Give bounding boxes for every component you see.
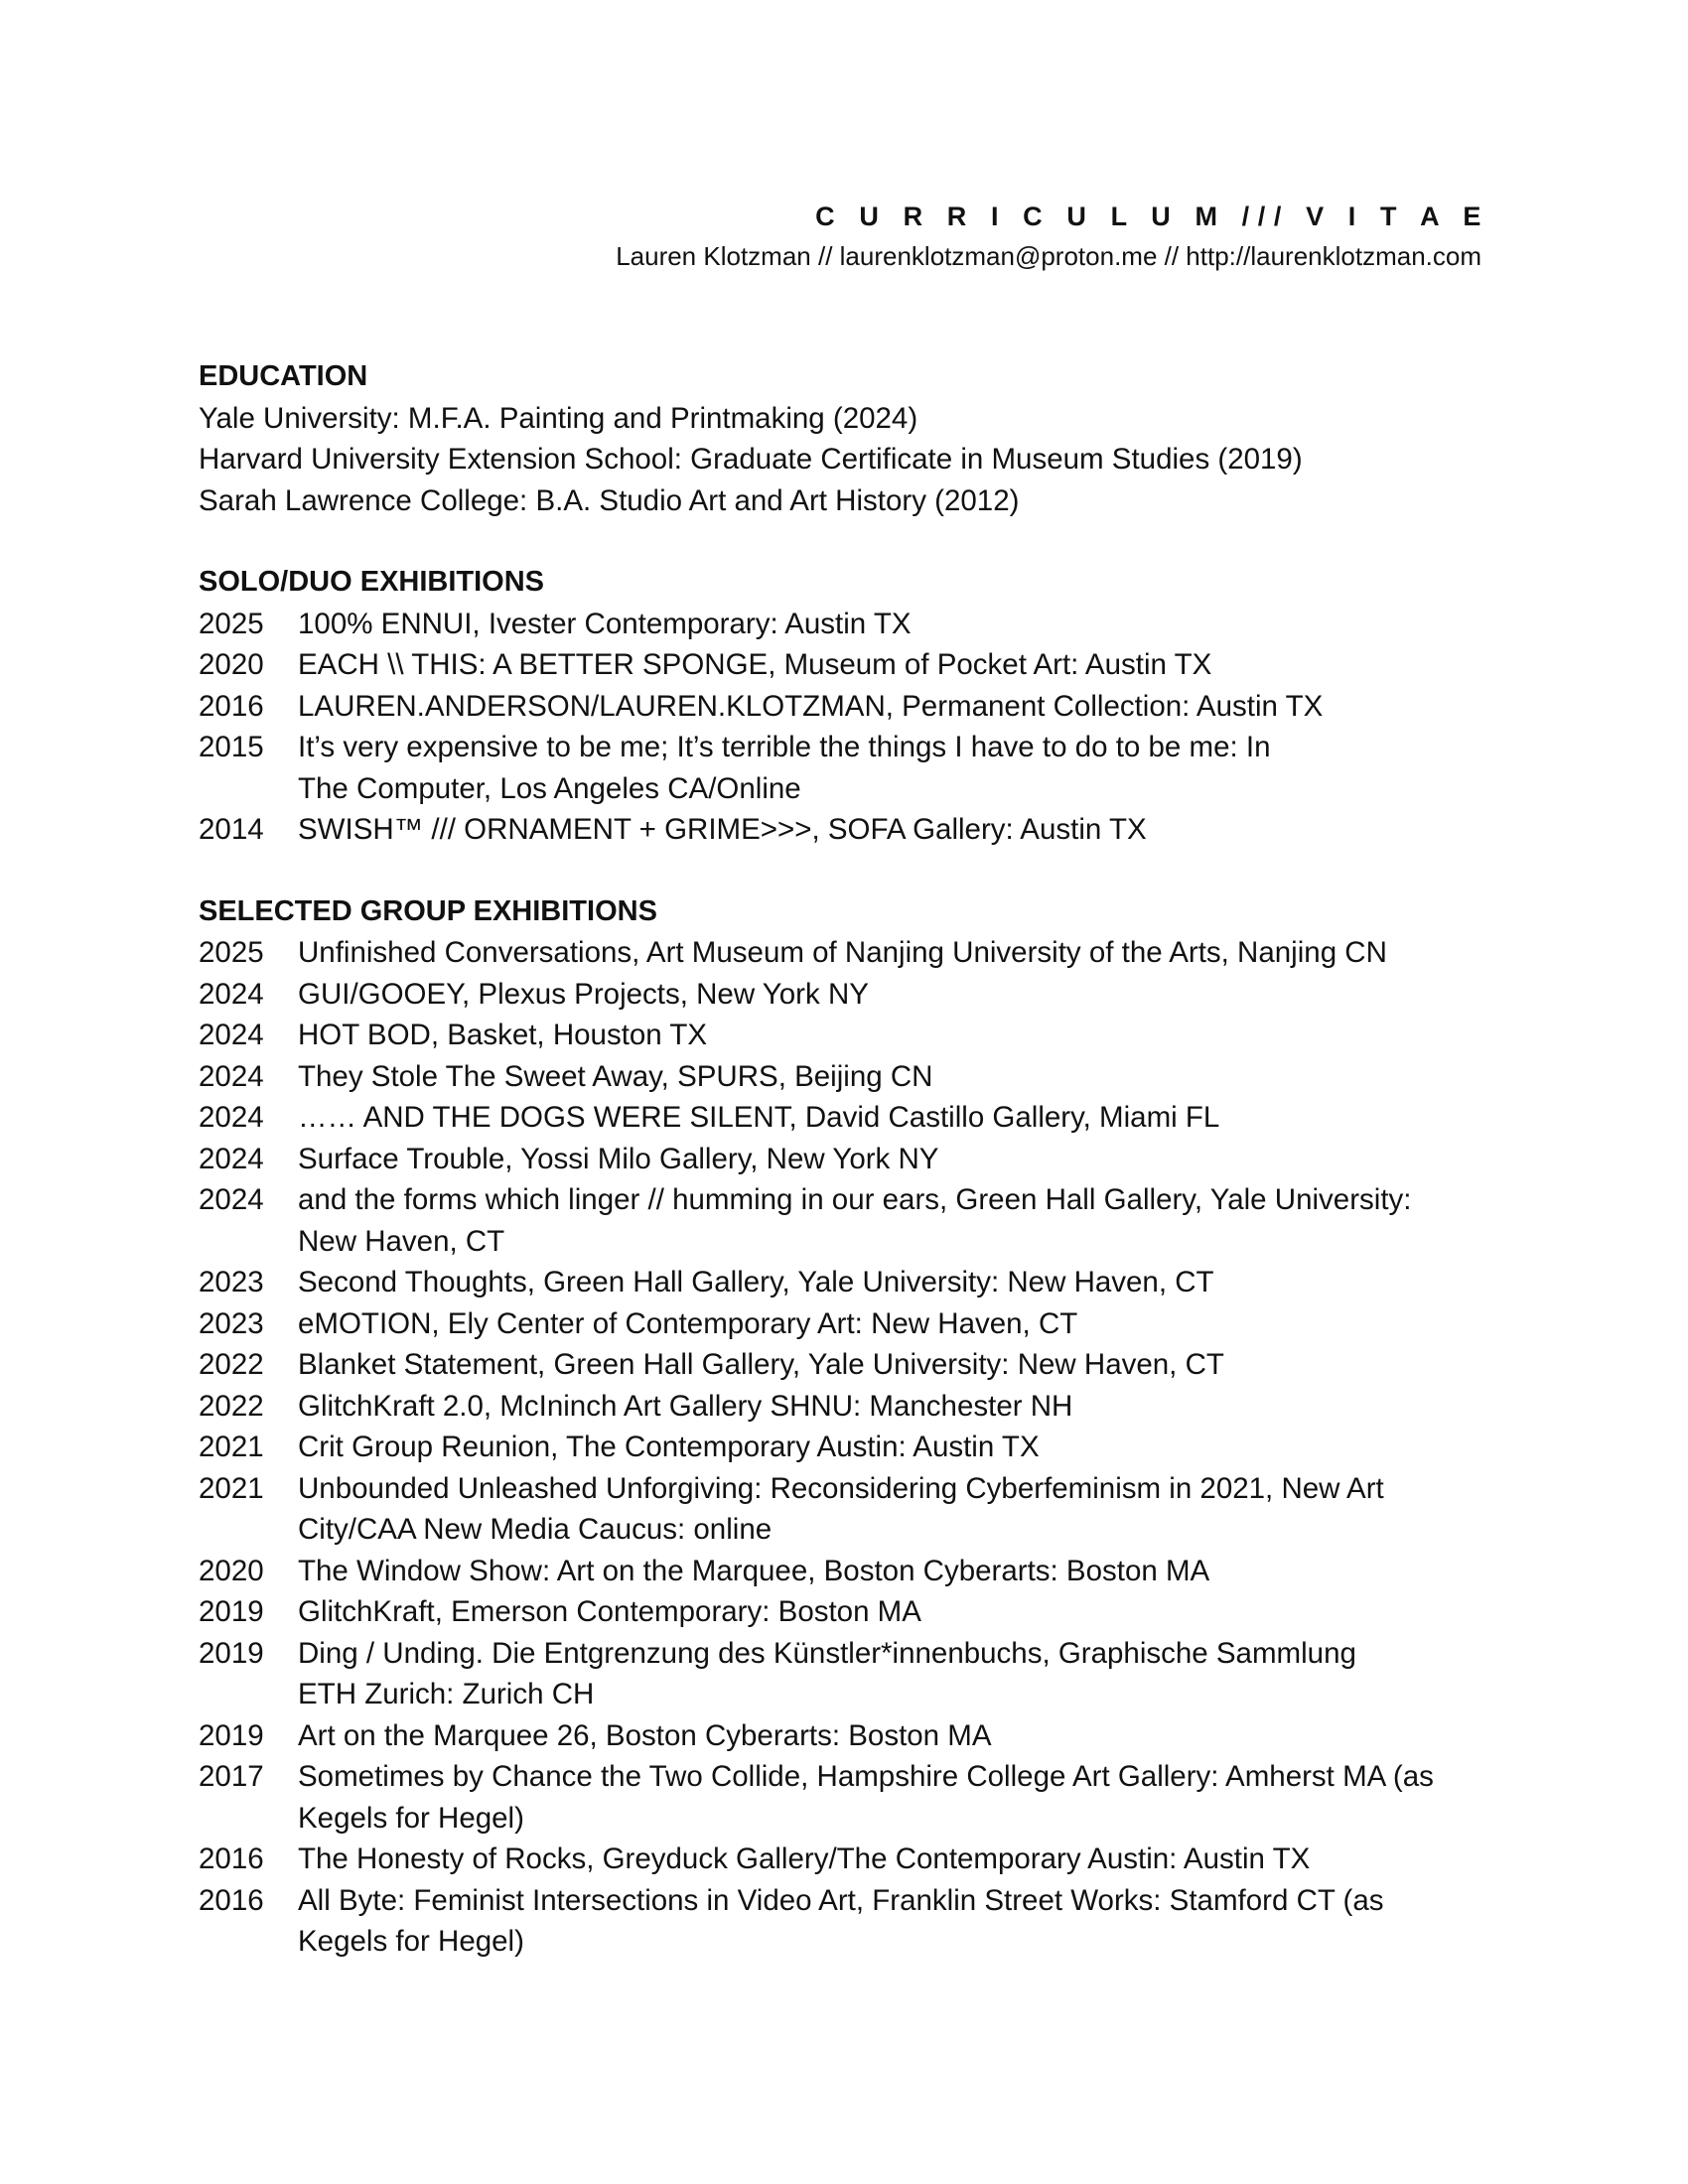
entry-text: They Stole The Sweet Away, SPURS, Beijing CN [298,1059,933,1093]
exhibition-entry [199,1880,1509,1963]
exhibition-entry [199,686,1509,728]
education-item: Harvard University Extension School: Graduate Certificate in Museum Studies (2019) [199,443,1303,476]
exhibition-entry [199,1097,1509,1139]
entry-text: Blanket Statement, Green Hall Gallery, Yale University: New Haven, CT [298,1348,1224,1381]
education-item: Yale University: M.F.A. Painting and Printmaking (2024) [199,401,918,435]
entry-year: 2024 [199,1019,264,1051]
exhibition-entry [199,644,1509,686]
cv-body [199,356,1509,2003]
entry-year: 2016 [199,1883,264,1917]
entry-text: It’s very expensive to be me; It’s terrible the things I have to do to be me: In The Computer, Los Angeles CA/Online [298,731,1271,805]
entry-year: 2025 [199,936,264,969]
entry-year: 2022 [199,1348,264,1381]
entry-year: 2016 [199,689,264,723]
entry-text: and the forms which linger // humming in our ears, Green Hall Gallery, Yale University: New Haven, CT [298,1183,1412,1258]
entry-year: 2024 [199,1142,264,1175]
cv-title: C U R R I C U L U M /// V I T A E [815,202,1489,231]
exhibition-entry [199,1839,1509,1880]
exhibition-entry [199,932,1509,974]
entry-text: Second Thoughts, Green Hall Gallery, Yale University: New Haven, CT [298,1266,1214,1298]
entry-year: 2025 [199,607,264,640]
entry-text: LAUREN.ANDERSON/LAUREN.KLOTZMAN, Permanent Collection: Austin TX [298,689,1324,723]
exhibition-entry [199,604,1509,645]
entry-year: 2024 [199,1101,264,1134]
entry-year: 2014 [199,813,264,846]
entry-year: 2021 [199,1471,264,1505]
entry-year: 2023 [199,1306,264,1340]
entry-text: Art on the Marquee 26, Boston Cyberarts: Boston MA [298,1718,992,1752]
contact-line: Lauren Klotzman // laurenklotzman@proton.me // http://laurenklotzman.com [616,241,1481,271]
exhibition-entry [199,1386,1509,1428]
entry-text: Unbounded Unleashed Unforgiving: Reconsidering Cyberfeminism in 2021, New Art City/CAA New Media Caucus: online [298,1471,1384,1546]
entry-year: 2020 [199,648,264,681]
exhibition-entry [199,1303,1509,1345]
exhibition-entry [199,1056,1509,1098]
entry-text: 100% ENNUI, Ivester Contemporary: Austin TX [298,607,912,640]
entry-text: GUI/GOOEY, Plexus Projects, New York NY [298,977,869,1011]
exhibition-entry [199,1015,1509,1056]
exhibition-entry [199,1468,1509,1551]
entry-text: eMOTION, Ely Center of Contemporary Art: New Haven, CT [298,1306,1078,1340]
entry-text: EACH \\ THIS: A BETTER SPONGE, Museum of Pocket Art: Austin TX [298,648,1212,681]
entry-text: Sometimes by Chance the Two Collide, Hampshire College Art Gallery: Amherst MA (as Kegels for Hegel) [298,1760,1434,1835]
exhibition-entry [199,974,1509,1016]
solo-exhibitions-section [199,562,1509,851]
exhibition-entry [199,1756,1509,1839]
education-item: Sarah Lawrence College: B.A. Studio Art and Art History (2012) [199,483,1020,517]
exhibition-entry [199,1139,1509,1180]
entry-year: 2024 [199,1183,264,1216]
entry-year: 2020 [199,1554,264,1587]
section-title-education: EDUCATION [199,360,368,392]
exhibition-entry [199,1633,1509,1715]
entry-text: The Honesty of Rocks, Greyduck Gallery/The Contemporary Austin: Austin TX [298,1843,1311,1875]
entry-text: All Byte: Feminist Intersections in Video Art, Franklin Street Works: Stamford CT (as Kegels for Hegel) [298,1883,1384,1958]
entry-year: 2019 [199,1595,264,1628]
entry-text: The Window Show: Art on the Marquee, Boston Cyberarts: Boston MA [298,1554,1210,1587]
exhibition-entry [199,1551,1509,1592]
entry-text: …… AND THE DOGS WERE SILENT, David Castillo Gallery, Miami FL [298,1101,1220,1134]
entry-text: Unfinished Conversations, Art Museum of Nanjing University of the Arts, Nanjing CN [298,936,1387,969]
section-title-solo: SOLO/DUO EXHIBITIONS [199,566,545,598]
entry-year: 2019 [199,1636,264,1670]
exhibition-entry [199,809,1509,851]
entry-text: HOT BOD, Basket, Houston TX [298,1019,708,1051]
exhibition-entry [199,727,1509,809]
exhibition-entry [199,1715,1509,1757]
entry-year: 2023 [199,1266,264,1298]
entry-year: 2017 [199,1760,264,1793]
entry-year: 2024 [199,1059,264,1093]
section-title-group: SELECTED GROUP EXHIBITIONS [199,894,657,927]
entry-year: 2016 [199,1843,264,1875]
education-section [199,356,1509,521]
exhibition-entry [199,1179,1509,1262]
entry-year: 2015 [199,731,264,763]
exhibition-entry [199,1427,1509,1468]
entry-text: GlitchKraft 2.0, McIninch Art Gallery SHNU: Manchester NH [298,1389,1073,1423]
exhibition-entry [199,1591,1509,1633]
exhibition-entry [199,1344,1509,1386]
entry-text: Crit Group Reunion, The Contemporary Austin: Austin TX [298,1431,1040,1463]
entry-year: 2022 [199,1389,264,1423]
entry-year: 2019 [199,1718,264,1752]
entry-text: GlitchKraft, Emerson Contemporary: Boston MA [298,1595,921,1628]
group-exhibitions-section [199,891,1509,1963]
entry-text: Ding / Unding. Die Entgrenzung des Künstler*innenbuchs, Graphische Sammlung ETH Zurich: Zurich CH [298,1636,1356,1710]
cv-header [616,198,1489,275]
entry-year: 2024 [199,977,264,1011]
exhibition-entry [199,1262,1509,1303]
entry-year: 2021 [199,1431,264,1463]
entry-text: SWISH™ /// ORNAMENT + GRIME>>>, SOFA Gallery: Austin TX [298,813,1147,846]
entry-text: Surface Trouble, Yossi Milo Gallery, New York NY [298,1142,939,1175]
